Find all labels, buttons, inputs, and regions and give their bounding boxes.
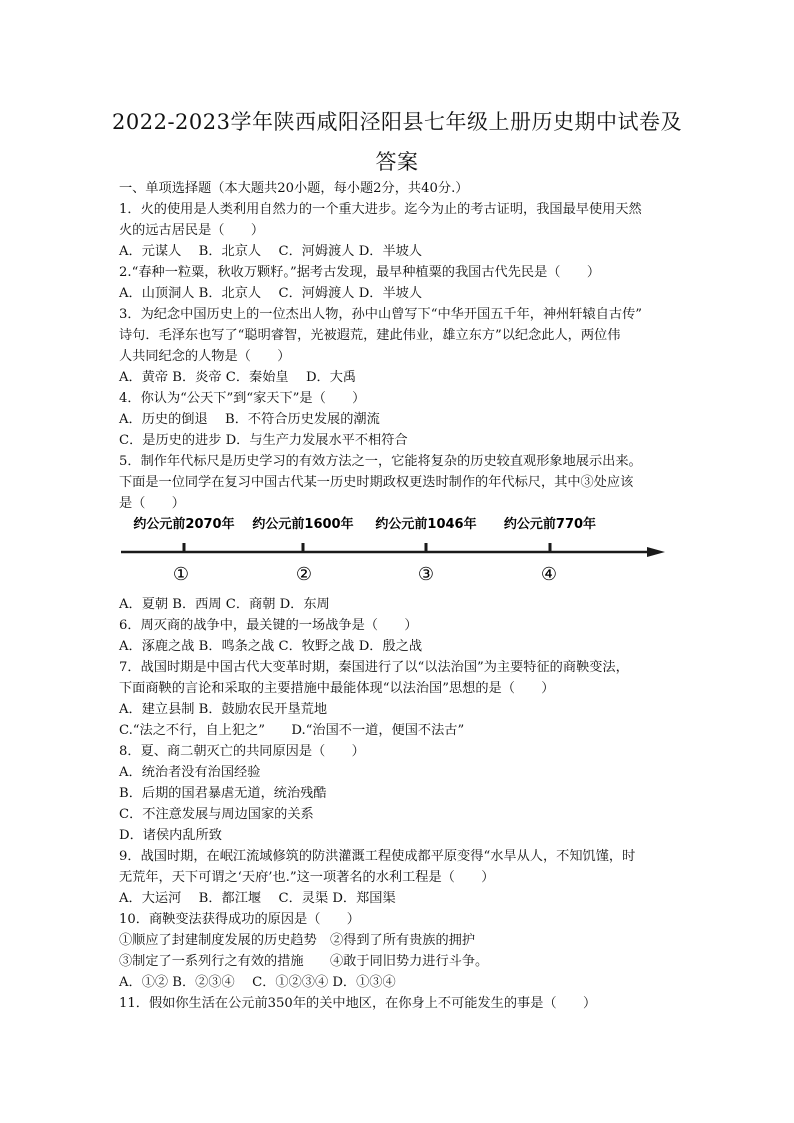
options-line: C．是历史的进步 D．与生产力发展水平不相符合 bbox=[119, 433, 408, 448]
questions-after-timeline bbox=[119, 594, 679, 1014]
question-line: 8．夏、商二朝灭亡的共同原因是（ ） bbox=[119, 744, 365, 759]
timeline-label: 约公元前770年 bbox=[503, 517, 597, 532]
question-line: 人共同纪念的人物是（ ） bbox=[119, 349, 291, 364]
question-line: 下面商鞅的言论和采取的主要措施中最能体现“以法治国”思想的是（ ） bbox=[119, 681, 555, 696]
options-line: A．统治者没有治国经验 bbox=[119, 765, 261, 780]
document-title-line-2: 答案 bbox=[375, 150, 419, 174]
options-line: C．不注意发展与周边国家的关系 bbox=[119, 807, 314, 822]
timeline-marker: ④ bbox=[540, 564, 558, 585]
question-line: 无荒年，天下可谓之‘天府’也.”这一项著名的水利工程是（ ） bbox=[119, 870, 495, 885]
question-line: 9．战国时期，在岷江流域修筑的防洪灌溉工程使成都平原变得“水旱从人，不知饥馑，时 bbox=[119, 849, 636, 864]
timeline-marker: ① bbox=[172, 564, 190, 585]
question-line: 诗句．毛泽东也写了“聪明睿智，光被遐荒，建此伟业，雄立东方”以纪念此人，两位伟 bbox=[119, 328, 621, 343]
options-line: A．黄帝 B．炎帝 C．秦始皇 D．大禹 bbox=[119, 370, 357, 385]
options-line: A．历史的倒退 B．不符合历史发展的潮流 bbox=[119, 412, 380, 427]
options-line: A．建立县制 B．鼓励农民开垦荒地 bbox=[119, 702, 328, 717]
options-line: A．元谋人 B．北京人 C．河姆渡人 D．半坡人 bbox=[119, 244, 423, 259]
section-heading: 一、单项选择题（本大题共20小题，每小题2分，共40分.） bbox=[119, 181, 469, 196]
statement-line: ①顺应了封建制度发展的历史趋势 ②得到了所有贵族的拥护 bbox=[119, 933, 476, 948]
timeline-figure bbox=[119, 514, 679, 594]
question-line: 是（ ） bbox=[119, 496, 185, 511]
options-line: B．后期的国君暴虐无道，统治残酷 bbox=[119, 786, 327, 801]
options-line: A．山顶洞人 B．北京人 C．河姆渡人 D．半坡人 bbox=[119, 286, 423, 301]
timeline-label: 约公元前2070年 bbox=[133, 517, 235, 532]
options-line: A．夏朝 B．西周 C．商朝 D．东周 bbox=[119, 597, 330, 612]
timeline-marker: ③ bbox=[417, 564, 435, 585]
question-line: 3．为纪念中国历史上的一位杰出人物，孙中山曾写下“中华开国五千年，神州轩辕自古传” bbox=[119, 307, 642, 322]
question-line: 10．商鞅变法获得成功的原因是（ ） bbox=[119, 912, 360, 927]
question-line: 5．制作年代标尺是历史学习的有效方法之一，它能将复杂的历史较直观形象地展示出来。 bbox=[119, 454, 642, 469]
question-line: 4．你认为“公天下”到“家天下”是（ ） bbox=[119, 391, 366, 406]
options-line: C.“法之不行，自上犯之” D.“治国不一道，便国不法古” bbox=[119, 723, 465, 738]
options-line: A．涿鹿之战 B．鸣条之战 C．牧野之战 D．殷之战 bbox=[119, 639, 423, 654]
options-line: A．大运河 B．都江堰 C．灵渠 D．郑国渠 bbox=[119, 891, 396, 906]
question-line: 11．假如你生活在公元前350年的关中地区，在你身上不可能发生的事是（ ） bbox=[119, 996, 597, 1011]
timeline-marker: ② bbox=[295, 564, 313, 585]
question-line: 2.“春种一粒粟，秋收万颗籽。”据考古发现，最早种植粟的我国古代先民是（ ） bbox=[119, 265, 601, 280]
document-title-line-1: 2022-2023学年陕西咸阳泾阳县七年级上册历史期中试卷及 bbox=[112, 110, 682, 134]
question-line: 下面是一位同学在复习中国古代某一历史时期政权更迭时制作的年代标尺，其中③处应该 bbox=[119, 475, 634, 490]
options-line: A．①② B．②③④ C．①②③④ D．①③④ bbox=[119, 975, 396, 990]
timeline-label: 约公元前1046年 bbox=[375, 517, 477, 532]
question-line: 6．周灭商的战争中，最关键的一场战争是（ ） bbox=[119, 618, 418, 633]
exam-content bbox=[119, 178, 679, 1014]
questions-before-timeline bbox=[119, 178, 679, 514]
timeline-arrow-head bbox=[647, 547, 665, 557]
question-line: 7．战国时期是中国古代大变革时期，秦国进行了以“以法治国”为主要特征的商鞅变法， bbox=[119, 660, 629, 675]
options-line: D．诸侯内乱所致 bbox=[119, 828, 222, 843]
question-line: 1．火的使用是人类利用自然力的一个重大进步。迄今为止的考古证明，我国最早使用天然 bbox=[119, 202, 642, 217]
statement-line: ③制定了一系列行之有效的措施 ④敢于同旧势力进行斗争。 bbox=[119, 954, 489, 969]
timeline-label: 约公元前1600年 bbox=[252, 517, 354, 532]
question-line: 火的远古居民是（ ） bbox=[119, 223, 265, 238]
